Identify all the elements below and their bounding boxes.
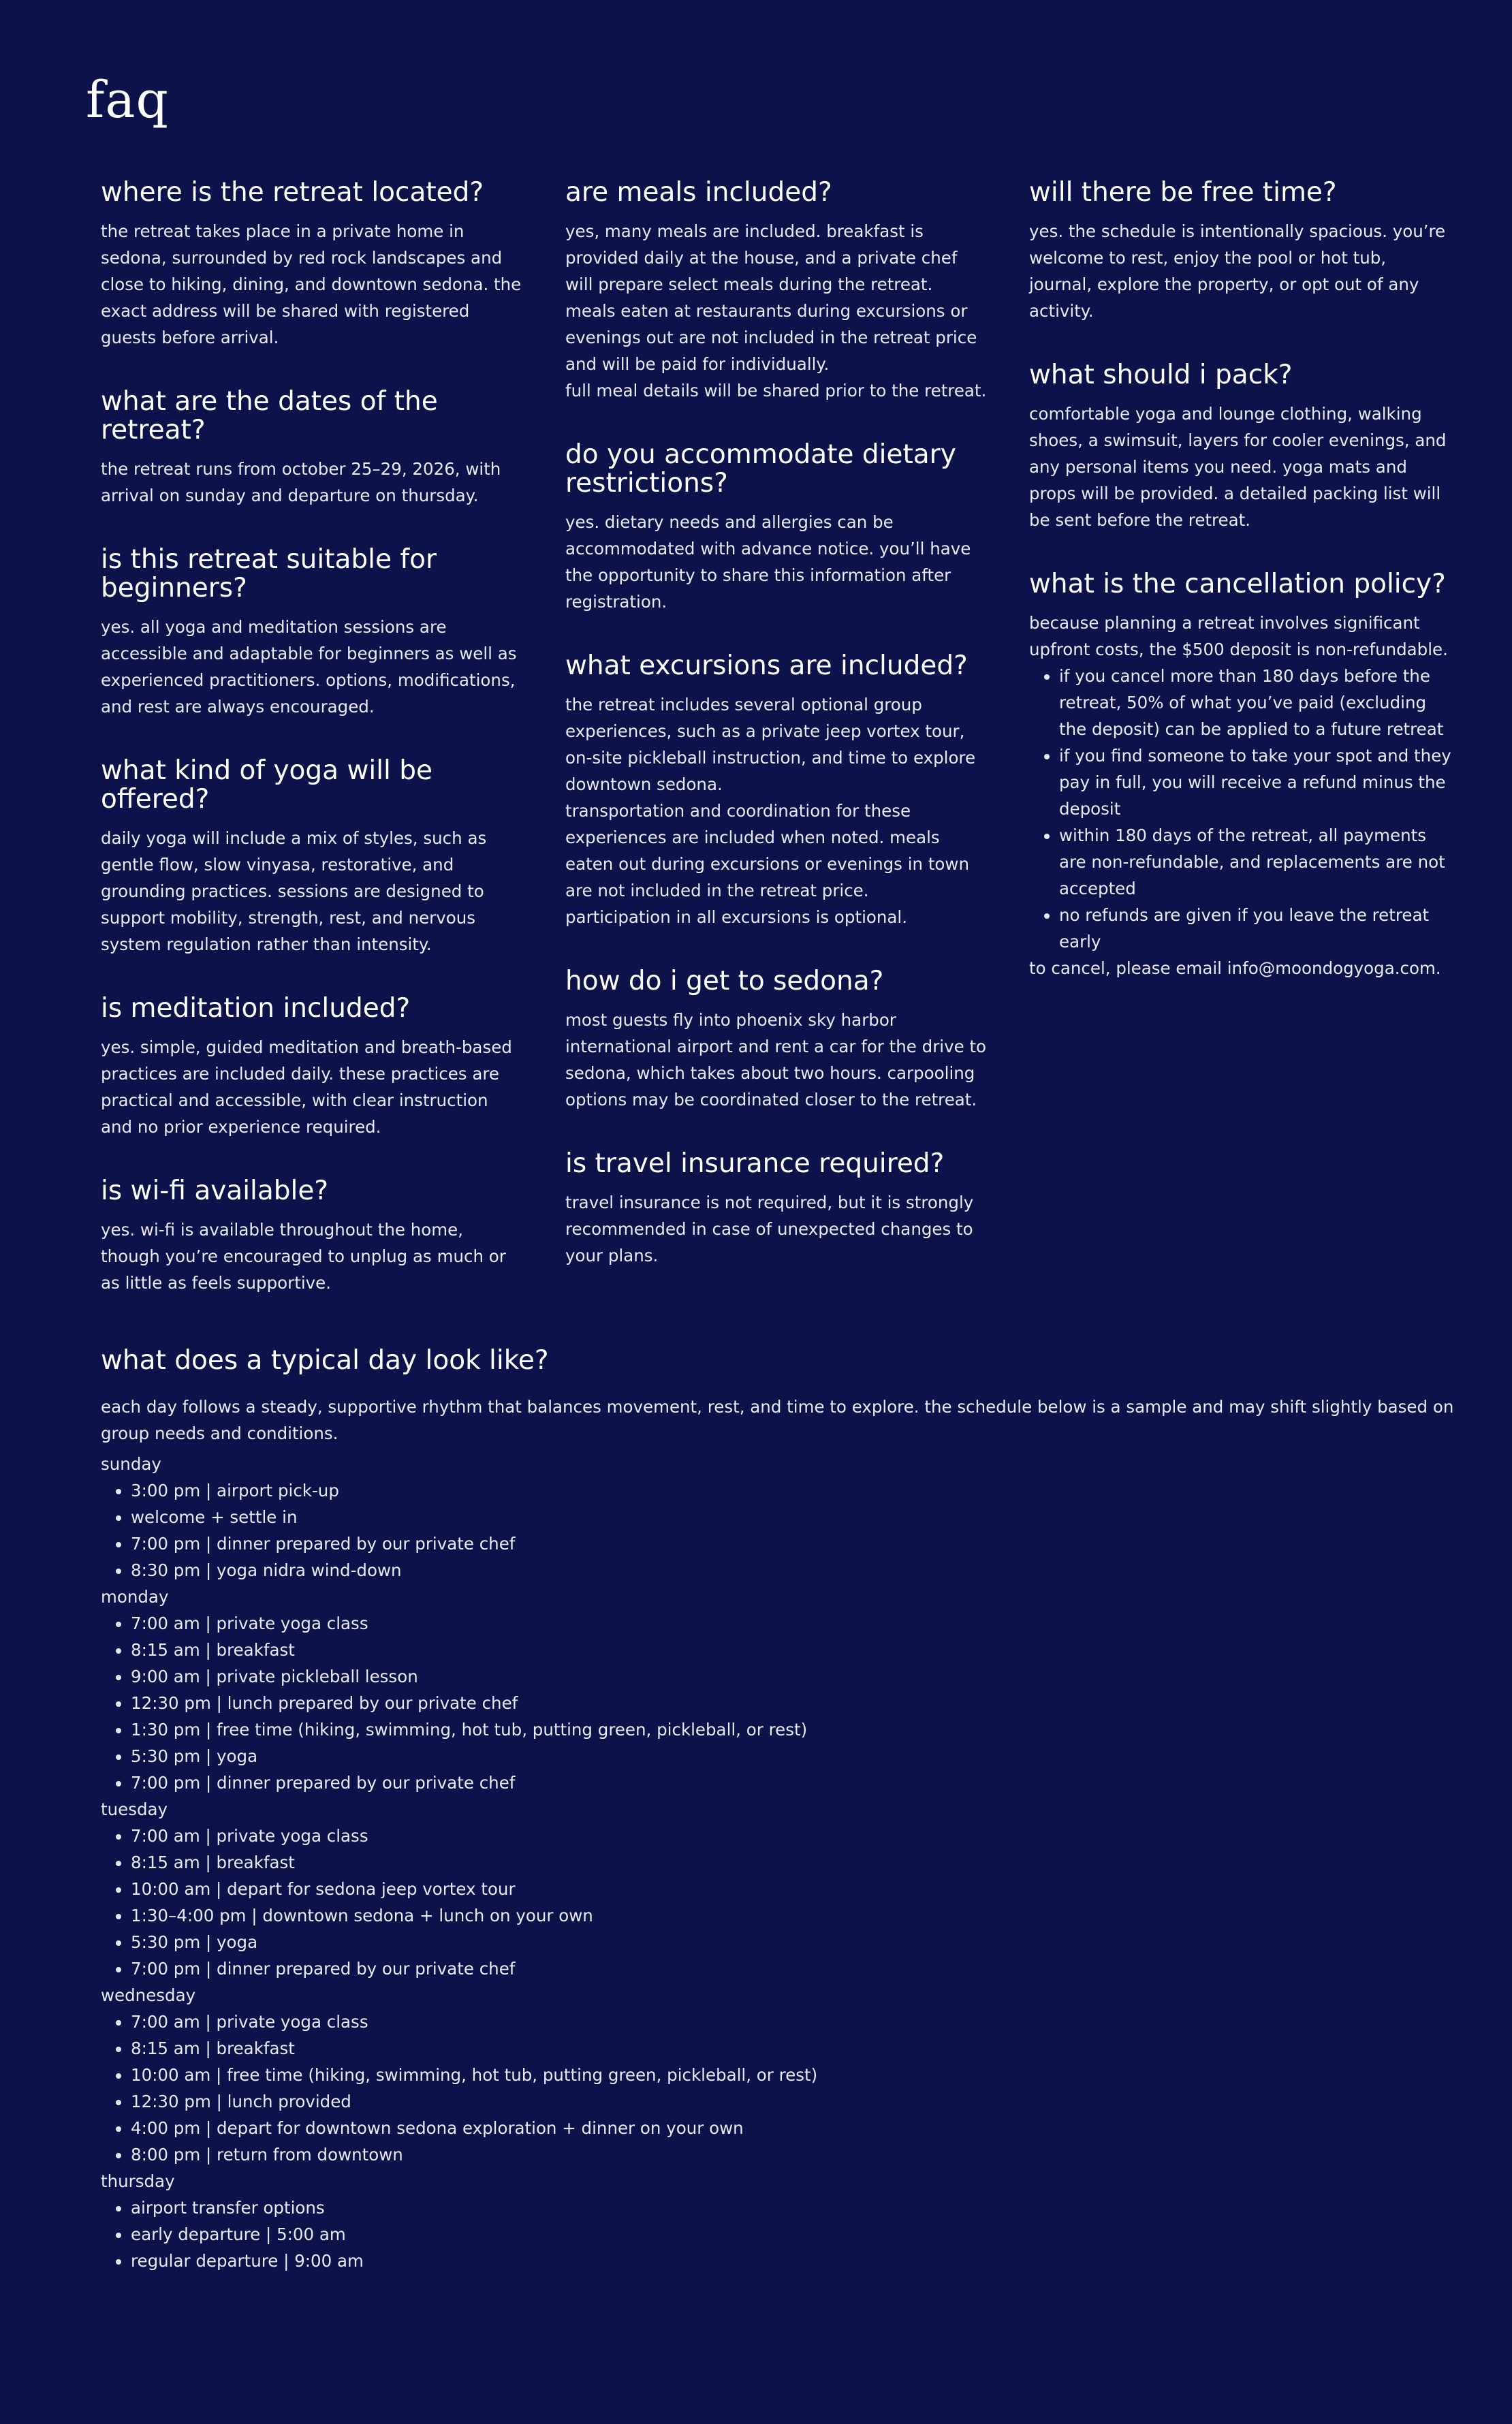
list-item: • if you find someone to take your spot and they pay in full, you will receive a refund minus the deposit [1059,742,1451,822]
faq-question: is travel insurance required? [565,1148,945,1179]
faq-item [1029,361,1451,533]
typical-day-section [101,1340,1470,2274]
cancel-contact: to cancel, please email info@moondogyoga.com. [1029,958,1441,978]
day-name: monday [101,1587,169,1607]
list-item: • 12:30 pm | lunch prepared by our private chef [131,1690,1470,1716]
faq-answer: the retreat takes place in a private home in sedona, surrounded by red rock landscapes and close to hiking, dining, and downtown sedona. the exact address will be shared with registered guests before arrival. [101,221,522,347]
faq-answer: comfortable yoga and lounge clothing, walking shoes, a swimsuit, layers for cooler evenings, and any personal items you need. yoga mats and props will be provided. a detailed packing list will be sent before the retreat. [1029,404,1447,530]
faq-question: what kind of yoga will be offered? [101,755,433,815]
faq-question: what are the dates of the retreat? [101,386,438,445]
faq-question: how do i get to sedona? [565,966,884,996]
schedule [101,1451,1470,2274]
list-item: • 7:00 pm | dinner prepared by our private chef [131,1769,1470,1796]
faq-answer: yes, many meals are included. breakfast is provided daily at the house, and a private chef will prepare select meals during the retreat. meals eaten at restaurants during excursions or evenings out are not included in the retreat price and will be paid for individually. [565,221,977,374]
list-item: • 12:30 pm | lunch provided [131,2088,1470,2115]
faq-item [565,178,988,404]
day-schedule-list [101,1823,1470,1982]
cancellation-list [1029,663,1451,955]
day-name: sunday [101,1454,161,1474]
faq-item [1029,178,1451,324]
faq-answer: participation in all excursions is optional. [565,907,908,927]
faq-column-3 [1029,178,1451,1018]
faq-item [101,1177,523,1296]
faq-question: is wi-fi available? [101,1176,329,1206]
list-item: • 8:30 pm | yoga nidra wind-down [131,1557,1470,1584]
list-item: • 7:00 am | private yoga class [131,1823,1470,1849]
list-item: • 9:00 am | private pickleball lesson [131,1663,1470,1690]
list-item: • 8:15 am | breakfast [131,2035,1470,2062]
day-schedule-list [101,2194,1470,2274]
faq-question: what should i pack? [1029,360,1293,390]
faq-answer: the retreat runs from october 25–29, 2026, with arrival on sunday and departure on thursday. [101,459,501,505]
faq-question: is this retreat suitable for beginners? [101,544,437,603]
list-item: • 7:00 pm | dinner prepared by our private chef [131,1955,1470,1982]
faq-answer: yes. simple, guided meditation and breath-based practices are included daily. these practices are practical and accessible, with clear instruction and no prior experience required. [101,1037,512,1137]
faq-answer: the retreat includes several optional group experiences, such as a private jeep vortex tour, on-site pickleball instruction, and time to explore downtown sedona. [565,695,976,794]
faq-column-2 [565,178,988,1306]
faq-question: where is the retreat located? [101,177,484,208]
list-item: • 1:30 pm | free time (hiking, swimming, hot tub, putting green, pickleball, or rest) [131,1716,1470,1743]
faq-question: what excursions are included? [565,650,968,681]
faq-question: will there be free time? [1029,177,1337,208]
faq-question: what is the cancellation policy? [1029,569,1446,599]
faq-answer: full meal details will be shared prior to the retreat. [565,381,987,400]
list-item: • regular departure | 9:00 am [131,2248,1470,2274]
faq-answer: yes. the schedule is intentionally spacious. you’re welcome to rest, enjoy the pool or hot tub, journal, explore the property, or opt out of any activity. [1029,221,1446,321]
list-item: • 3:00 pm | airport pick-up [131,1477,1470,1504]
faq-question: are meals included? [565,177,832,208]
list-item: • 5:30 pm | yoga [131,1929,1470,1955]
faq-item [101,546,523,720]
list-item: • 7:00 am | private yoga class [131,1610,1470,1637]
list-item: • 8:15 am | breakfast [131,1849,1470,1876]
faq-question: what does a typical day look like? [101,1345,549,1376]
typical-day-intro: each day follows a steady, supportive rhythm that balances movement, rest, and time to explore. the schedule below is a sample and may shift slightly based on group needs and conditions. [101,1397,1454,1443]
faq-cancellation [1029,570,1451,981]
faq-question: do you accommodate dietary restrictions? [565,439,956,499]
faq-item [101,388,523,509]
faq-answer: travel insurance is not required, but it is strongly recommended in case of unexpected changes to your plans. [565,1193,974,1265]
faq-item [101,757,523,958]
list-item: • 4:00 pm | depart for downtown sedona exploration + dinner on your own [131,2115,1470,2141]
faq-item [565,1150,988,1269]
faq-answer: most guests fly into phoenix sky harbor international airport and rent a car for the drive to sedona, which takes about two hours. carpooling options may be coordinated closer to the retreat. [565,1010,987,1109]
faq-answer: yes. wi-fi is available throughout the home, though you’re encouraged to unplug as much or as little as feels supportive. [101,1220,506,1293]
faq-answer: transportation and coordination for these experiences are included when noted. meals eaten out during excursions or evenings in town are not included in the retreat price. [565,801,969,900]
list-item: • 7:00 am | private yoga class [131,2009,1470,2035]
faq-column-3-items [1029,178,1451,533]
day-name: wednesday [101,1985,196,2005]
list-item: • airport transfer options [131,2194,1470,2221]
faq-answer: yes. all yoga and meditation sessions are accessible and adaptable for beginners as well as experienced practitioners. options, modifications, and rest are always encouraged. [101,617,517,717]
day-schedule-list [101,2009,1470,2168]
list-item: • 8:15 am | breakfast [131,1637,1470,1663]
list-item: • early departure | 5:00 am [131,2221,1470,2248]
faq-item [565,967,988,1113]
day-name: thursday [101,2171,175,2191]
faq-column-1 [101,178,523,1333]
faq-answer: yes. dietary needs and allergies can be accommodated with advance notice. you’ll have the opportunity to share this information after registration. [565,512,971,612]
list-item: • 5:30 pm | yoga [131,1743,1470,1769]
faq-item [101,178,523,351]
list-item: • no refunds are given if you leave the retreat early [1059,902,1451,955]
day-name: tuesday [101,1799,168,1819]
list-item: • 10:00 am | depart for sedona jeep vortex tour [131,1876,1470,1902]
list-item: • 10:00 am | free time (hiking, swimming, hot tub, putting green, pickleball, or rest) [131,2062,1470,2088]
faq-answer: daily yoga will include a mix of styles, such as gentle flow, slow vinyasa, restorative, and grounding practices. sessions are designed to support mobility, strength, rest, and nervous system regulation rather than intensity. [101,828,487,954]
day-schedule-list [101,1610,1470,1796]
list-item: • 1:30–4:00 pm | downtown sedona + lunch on your own [131,1902,1470,1929]
list-item: • 8:00 pm | return from downtown [131,2141,1470,2168]
faq-item [565,441,988,615]
faq-item [101,994,523,1140]
list-item: • within 180 days of the retreat, all payments are non-refundable, and replacements are not accepted [1059,822,1451,902]
day-schedule-list [101,1477,1470,1584]
list-item: • if you cancel more than 180 days before the retreat, 50% of what you’ve paid (excluding the deposit) can be applied to a future retreat [1059,663,1451,742]
faq-item [565,652,988,930]
faq-answer: because planning a retreat involves significant upfront costs, the $500 deposit is non-refundable. [1029,613,1448,659]
list-item: • 7:00 pm | dinner prepared by our private chef [131,1530,1470,1557]
faq-question: is meditation included? [101,993,411,1024]
page-logo: faq [86,71,169,129]
list-item: • welcome + settle in [131,1504,1470,1530]
